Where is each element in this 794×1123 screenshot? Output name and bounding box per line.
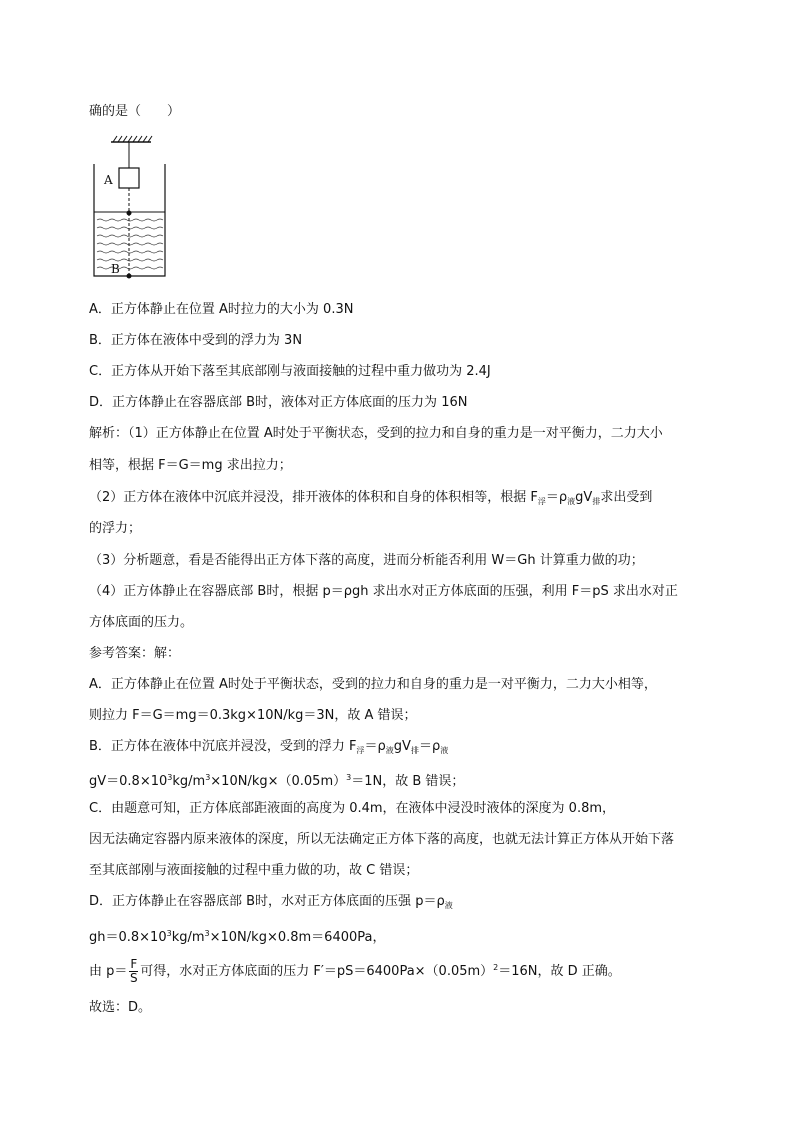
analysis-line-1: 解析：（1）正方体静止在位置 A时处于平衡状态，受到的拉力和自身的重力是一对平衡力，二力大小 [89,426,663,441]
option-c: C．正方体从开始下落至其底部刚与液面接触的过程中重力做功为 2.4J [89,364,491,379]
option-a: A．正方体静止在位置 A时拉力的大小为 0.3N [89,302,354,317]
answer-c-line-3: 至其底部刚与液面接触的过程中重力做的功，故 C 错误； [89,863,419,878]
label-b: B [111,262,120,276]
answer-d-line-3: 由 p＝ $\frac{F}{S}$ 可得，水对正方体底面的压力 $F'=pS=6400Pa\times(0.05m)^2=16N$，故 D 正确。 [89,957,621,985]
answer-d-line-2: $gh=0.8\times 10^3kg/m^3\times 10N/kg\times 0.8m=6400Pa$， [89,929,386,945]
analysis-line-3: （2）正方体在液体中沉底并浸没，排开液体的体积和自身的体积相等，根据 $F_浮=\rho_液gV_排$求出受到 [89,490,653,506]
analysis-line-7: 方体底面的压力。 [89,615,194,630]
physics-figure [89,134,189,286]
option-b: B．正方体在液体中受到的浮力为 3N [89,333,303,348]
answer-b-line-2: $gV=0.8\times 10^3kg/m^3\times 10N/kg\times(0.05m)^3=1N$，故 B 错误； [89,773,465,789]
analysis-line-4: 的浮力； [89,521,142,536]
answer-c-line-2: 因无法确定容器内原来液体的深度，所以无法确定正方体下落的高度，也就无法计算正方体从开始下落 [89,832,675,847]
answer-d-line-1: D．正方体静止在容器底部 B时，水对正方体底面的压强 $p=\rho_液$ [89,894,453,910]
answer-final: 故选：D。 [89,1000,152,1015]
answer-a-line-1: A．正方体静止在位置 A时处于平衡状态，受到的拉力和自身的重力是一对平衡力，二力大小相等， [89,677,657,692]
option-d: D．正方体静止在容器底部 B时，液体对正方体底面的压力为 16N [89,395,468,410]
answer-heading: 参考答案：解： [89,646,181,661]
container-diagram-svg [89,134,189,282]
label-a: A [104,173,113,187]
answer-a-line-2: 则拉力 F＝G＝mg＝0.3kg×10N/kg＝3N，故 A 错误； [89,708,417,723]
analysis-line-6: （4）正方体静止在容器底部 B时，根据 p＝ρgh 求出水对正方体底面的压强，利用 F＝pS 求出水对正 [89,584,678,599]
question-tail: 确的是（ ） [89,104,181,119]
answer-c-line-1: C．由题意可知，正方体底部距液面的高度为 0.4m，在液体中浸没时液体的深度为 0.8m， [89,801,616,816]
analysis-line-5: （3）分析题意，看是否能得出正方体下落的高度，进而分析能否利用 W＝Gh 计算重力做的功； [89,553,644,568]
fraction-f-over-s: $\frac{F}{S}$ [130,957,138,985]
analysis-line-2: 相等，根据 F＝G＝mg 求出拉力； [89,458,292,473]
answer-b-line-1: B．正方体在液体中沉底并浸没，受到的浮力 $F_浮=\rho_液gV_排=\rho_液$ [89,739,449,755]
